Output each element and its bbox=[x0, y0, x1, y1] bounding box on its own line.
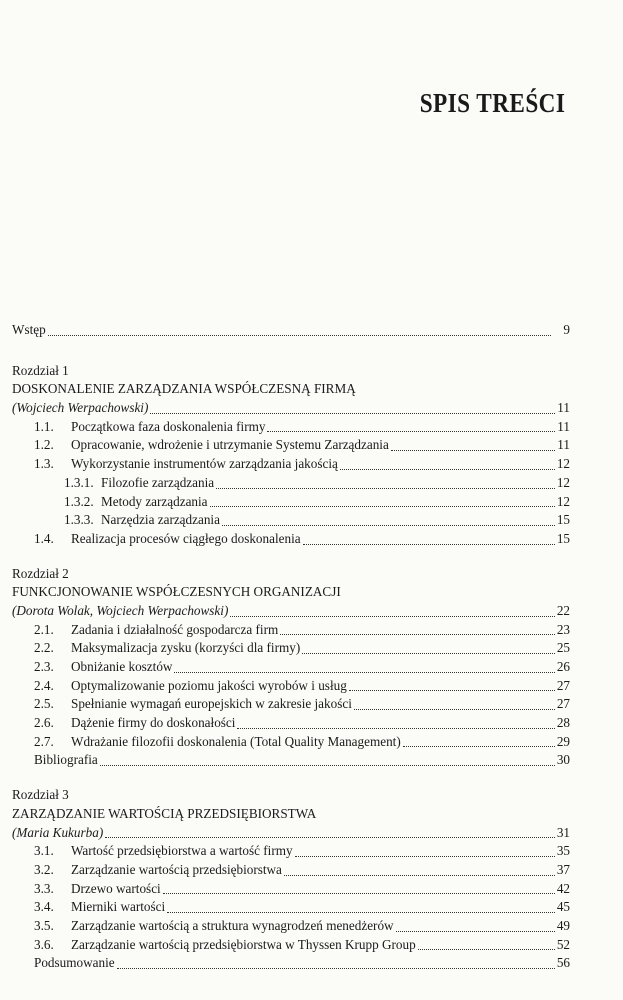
toc-label: Zadania i działalność gospodarcza firm bbox=[71, 621, 279, 637]
section-number: 3.1. bbox=[34, 843, 54, 859]
section-number: 1.3.1. bbox=[64, 474, 94, 490]
toc-page-number: 42 bbox=[556, 880, 570, 896]
section-number: 1.3.2. bbox=[64, 493, 94, 509]
toc-page-number: 30 bbox=[556, 752, 570, 768]
toc-page-number: 27 bbox=[556, 677, 570, 693]
dot-leader bbox=[295, 855, 555, 857]
toc-label: Obniżanie kosztów bbox=[71, 659, 173, 674]
toc-entry[interactable] bbox=[12, 899, 570, 918]
chapter-authors-row[interactable] bbox=[12, 603, 570, 622]
chapter-heading: Rozdział 3 bbox=[12, 787, 69, 803]
dot-leader bbox=[349, 689, 555, 691]
dot-leader bbox=[284, 874, 555, 876]
dot-leader bbox=[267, 430, 555, 432]
toc-label: Drzewo wartości bbox=[71, 880, 161, 896]
section-number: 2.1. bbox=[34, 621, 54, 637]
section-number: 2.6. bbox=[34, 715, 54, 731]
chapter-authors: (Dorota Wolak, Wojciech Werpachowski) bbox=[12, 602, 229, 618]
dot-leader bbox=[167, 911, 555, 913]
toc-label: Realizacja procesów ciągłego doskonalenia bbox=[71, 530, 301, 546]
chapter-authors: (Maria Kukurba) bbox=[12, 824, 104, 840]
section-number: 1.2. bbox=[34, 437, 54, 453]
toc-label: Wykorzystanie instrumentów zarządzania jakością bbox=[71, 456, 338, 472]
dot-leader bbox=[222, 524, 555, 526]
page-title: SPIS TREŚCI bbox=[419, 88, 565, 118]
section-number: 2.4. bbox=[34, 677, 54, 693]
toc-label: Optymalizowanie poziomu jakości wyrobów i usług bbox=[71, 677, 347, 693]
table-of-contents bbox=[12, 322, 570, 974]
chapter-heading: Rozdział 1 bbox=[12, 362, 69, 378]
toc-page-number: 49 bbox=[556, 917, 570, 933]
dot-leader bbox=[391, 449, 555, 451]
chapter-heading: Rozdział 2 bbox=[12, 565, 69, 581]
section-number: 2.7. bbox=[34, 733, 54, 749]
dot-leader bbox=[303, 543, 555, 545]
dot-leader bbox=[403, 745, 555, 747]
section-number: 3.6. bbox=[34, 936, 54, 952]
toc-entry[interactable] bbox=[12, 659, 570, 678]
dot-leader bbox=[48, 334, 552, 336]
chapter-1 bbox=[12, 363, 570, 550]
toc-entry[interactable] bbox=[12, 456, 570, 475]
section-number: 3.2. bbox=[34, 861, 54, 877]
section-number: 2.3. bbox=[34, 659, 54, 674]
chapter-title[interactable]: FUNKCJONOWANIE WSPÓŁCZESNYCH ORGANIZACJI bbox=[12, 584, 341, 600]
toc-page-number: 31 bbox=[556, 824, 570, 840]
toc-entry[interactable] bbox=[12, 640, 570, 659]
chapter-title[interactable]: DOSKONALENIE ZARZĄDZANIA WSPÓŁCZESNĄ FIRMĄ bbox=[12, 381, 356, 397]
toc-entry[interactable] bbox=[12, 881, 570, 900]
dot-leader bbox=[354, 708, 555, 710]
toc-label: Początkowa faza doskonalenia firmy bbox=[71, 418, 266, 434]
toc-entry[interactable] bbox=[12, 419, 570, 438]
toc-entry[interactable] bbox=[12, 734, 570, 753]
toc-label: Zarządzanie wartością a struktura wynagrodzeń menedżerów bbox=[71, 917, 394, 933]
toc-page-number: 25 bbox=[556, 640, 570, 656]
toc-subentry[interactable] bbox=[12, 512, 570, 531]
toc-page-number: 45 bbox=[556, 899, 570, 915]
dot-leader bbox=[302, 652, 555, 654]
chapter-authors-row[interactable] bbox=[12, 825, 570, 844]
toc-label: Wstęp bbox=[12, 322, 46, 337]
toc-entry[interactable] bbox=[12, 715, 570, 734]
section-number: 1.3.3. bbox=[64, 512, 94, 528]
dot-leader bbox=[105, 836, 555, 838]
chapter-title[interactable]: ZARZĄDZANIE WARTOŚCIĄ PRZEDSIĘBIORSTWA bbox=[12, 805, 317, 821]
toc-page-number: 11 bbox=[557, 437, 570, 453]
toc-page-number: 11 bbox=[557, 400, 570, 416]
toc-entry-bibliography[interactable] bbox=[12, 752, 570, 771]
toc-entry[interactable] bbox=[12, 843, 570, 862]
toc-page-number: 11 bbox=[557, 418, 570, 434]
dot-leader bbox=[280, 633, 555, 635]
toc-entry[interactable] bbox=[12, 918, 570, 937]
toc-label: Wartość przedsiębiorstwa a wartość firmy bbox=[71, 843, 293, 859]
toc-page-number: 12 bbox=[556, 493, 570, 509]
dot-leader bbox=[418, 948, 555, 950]
toc-label: Opracowanie, wdrożenie i utrzymanie Systemu Zarządzania bbox=[71, 437, 389, 453]
chapter-authors: (Wojciech Werpachowski) bbox=[12, 400, 149, 416]
section-number: 1.4. bbox=[34, 530, 54, 546]
toc-page-number: 37 bbox=[556, 861, 570, 877]
section-number: 1.1. bbox=[34, 418, 54, 434]
toc-subentry[interactable] bbox=[12, 475, 570, 494]
chapter-3 bbox=[12, 787, 570, 974]
section-number: 1.3. bbox=[34, 456, 54, 472]
toc-subentry[interactable] bbox=[12, 494, 570, 513]
dot-leader bbox=[340, 468, 555, 470]
toc-label: Filozofie zarządzania bbox=[101, 474, 215, 490]
toc-page-number: 29 bbox=[556, 733, 570, 749]
toc-label: Metody zarządzania bbox=[101, 493, 208, 509]
toc-page-number: 56 bbox=[556, 955, 570, 971]
toc-entry[interactable] bbox=[12, 937, 570, 956]
toc-page-number: 28 bbox=[556, 715, 570, 731]
section-number: 3.4. bbox=[34, 899, 54, 915]
toc-entry[interactable] bbox=[12, 437, 570, 456]
toc-page-number: 9 bbox=[563, 322, 570, 337]
toc-label: Zarządzanie wartością przedsiębiorstwa w Thyssen Krupp Group bbox=[71, 936, 416, 952]
toc-entry[interactable] bbox=[12, 531, 570, 550]
toc-label: Wdrażanie filozofii doskonalenia (Total Quality Management) bbox=[71, 733, 401, 749]
dot-leader bbox=[150, 412, 555, 414]
dot-leader bbox=[230, 615, 554, 617]
toc-page-number: 22 bbox=[556, 602, 570, 618]
dot-leader bbox=[100, 764, 555, 766]
toc-entry[interactable] bbox=[12, 622, 570, 641]
toc-page-number: 23 bbox=[556, 621, 570, 637]
toc-page-number: 52 bbox=[556, 936, 570, 952]
section-number: 3.3. bbox=[34, 880, 54, 896]
toc-page-number: 12 bbox=[556, 456, 570, 472]
dot-leader bbox=[174, 671, 554, 673]
dot-leader bbox=[216, 487, 555, 489]
toc-entry-intro[interactable] bbox=[12, 322, 570, 341]
toc-label: Narzędzia zarządzania bbox=[101, 512, 220, 528]
dot-leader bbox=[163, 892, 555, 894]
toc-label: Maksymalizacja zysku (korzyści dla firmy) bbox=[71, 640, 301, 656]
toc-label: Mierniki wartości bbox=[71, 899, 166, 915]
toc-page-number: 15 bbox=[556, 512, 570, 528]
dot-leader bbox=[117, 967, 555, 969]
toc-entry[interactable] bbox=[12, 862, 570, 881]
toc-entry[interactable] bbox=[12, 678, 570, 697]
toc-entry[interactable] bbox=[12, 696, 570, 715]
chapter-authors-row[interactable] bbox=[12, 400, 570, 419]
section-number: 2.2. bbox=[34, 640, 54, 656]
toc-label: Podsumowanie bbox=[34, 955, 115, 971]
toc-label: Spełnianie wymagań europejskich w zakresie jakości bbox=[71, 696, 352, 712]
chapter-2 bbox=[12, 566, 570, 772]
dot-leader bbox=[210, 505, 555, 507]
toc-entry-summary[interactable] bbox=[12, 955, 570, 974]
toc-page-number: 27 bbox=[556, 696, 570, 712]
section-number: 3.5. bbox=[34, 917, 54, 933]
toc-label: Zarządzanie wartością przedsiębiorstwa bbox=[71, 861, 282, 877]
toc-page-number: 12 bbox=[556, 474, 570, 490]
toc-page-number: 15 bbox=[556, 530, 570, 546]
toc-label: Dążenie firmy do doskonałości bbox=[71, 715, 236, 731]
section-number: 2.5. bbox=[34, 696, 54, 712]
dot-leader bbox=[237, 727, 554, 729]
toc-page-number: 35 bbox=[556, 843, 570, 859]
dot-leader bbox=[396, 930, 555, 932]
toc-label: Bibliografia bbox=[34, 752, 98, 768]
toc-page-number: 26 bbox=[556, 659, 570, 674]
